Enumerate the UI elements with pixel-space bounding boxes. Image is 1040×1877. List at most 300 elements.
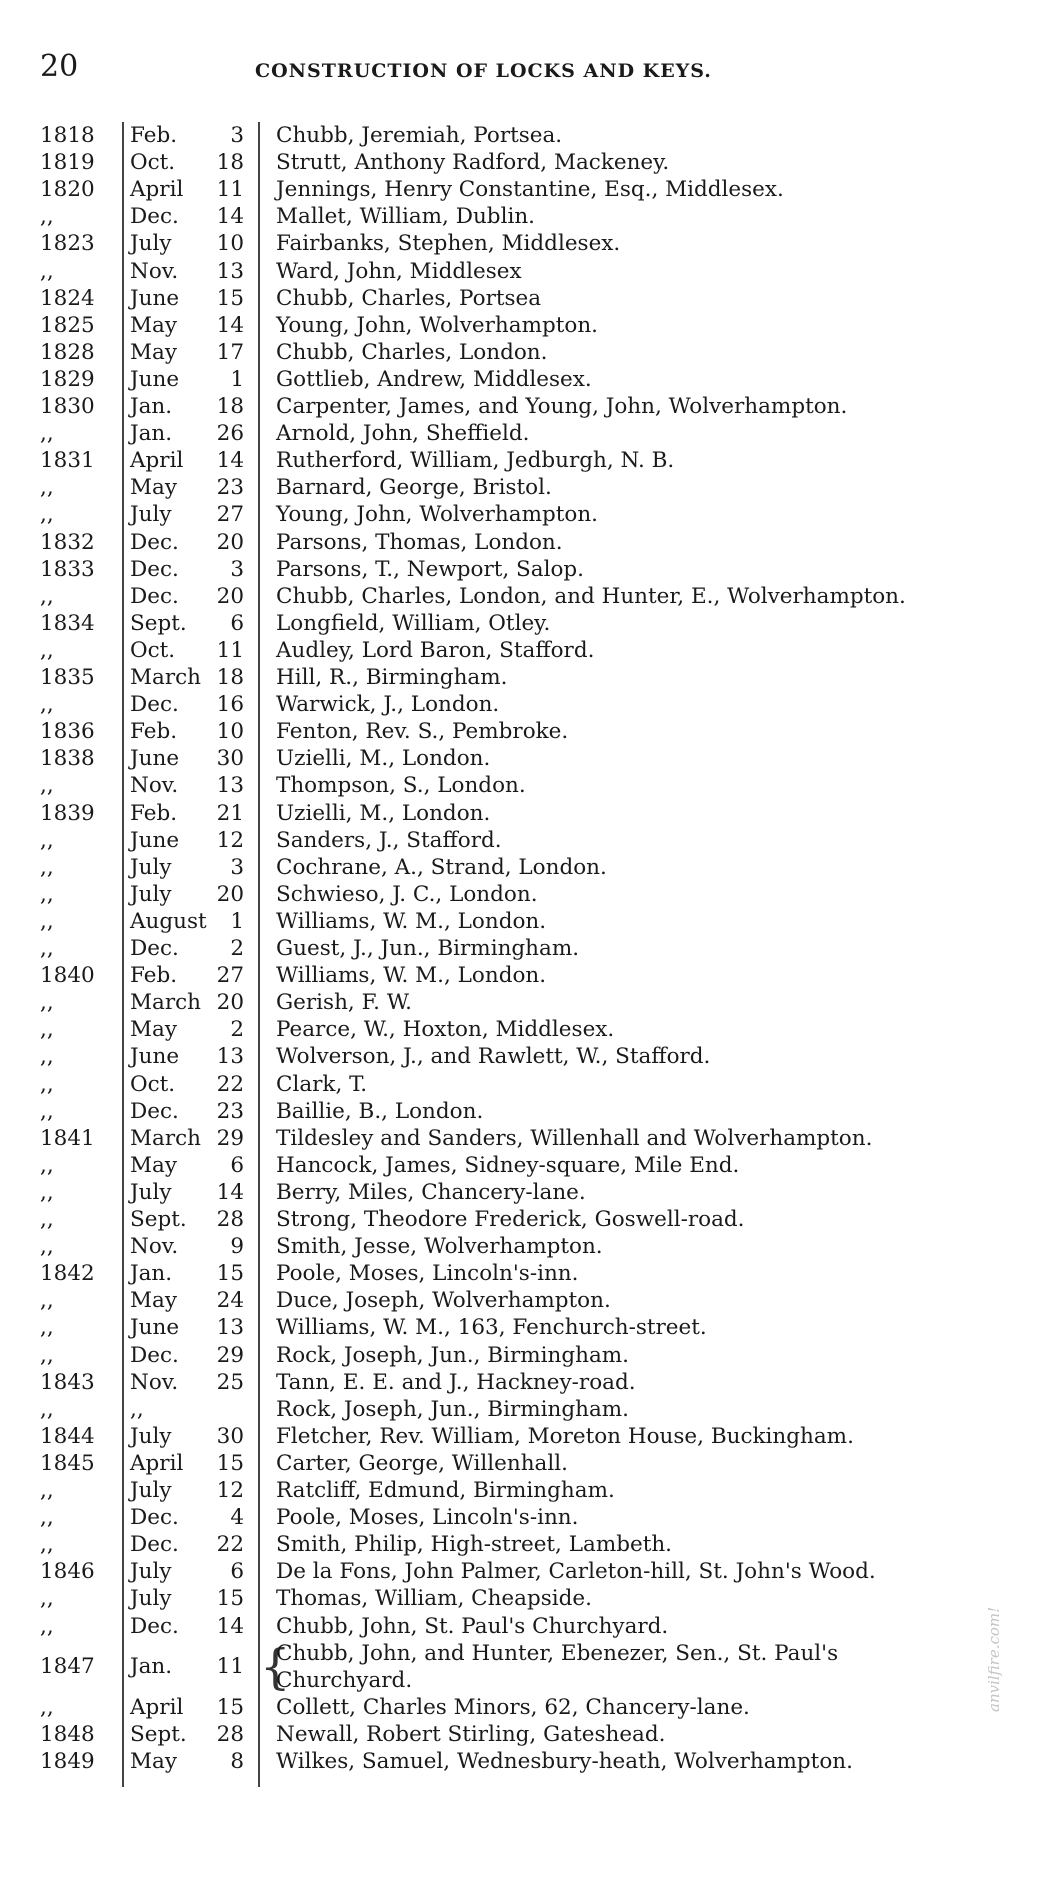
month-cell: April	[130, 177, 184, 203]
day-cell: 20	[216, 990, 244, 1016]
day-cell: 14	[216, 1613, 244, 1639]
month-cell: Sept.	[130, 1721, 187, 1747]
entry-cell: Arnold, John, Sheffield.	[276, 421, 530, 447]
month-cell: Nov.	[130, 1234, 179, 1260]
day-cell: 29	[216, 1342, 244, 1368]
entry-cell: Fairbanks, Stephen, Middlesex.	[276, 231, 621, 257]
year-cell: 1830	[40, 394, 95, 419]
month-cell: April	[130, 1694, 184, 1720]
day-cell: 13	[216, 1044, 244, 1070]
table-row	[0, 1233, 1040, 1260]
entry-cell: Gottlieb, Andrew, Middlesex.	[276, 366, 592, 392]
year-cell: ,,	[40, 881, 54, 907]
month-cell: July	[130, 231, 172, 257]
year-cell: ,,	[40, 475, 54, 501]
year-cell: 1838	[40, 746, 95, 772]
day-cell: 15	[216, 285, 244, 311]
year-cell: ,,	[40, 990, 54, 1016]
entry-cell: Strutt, Anthony Radford, Mackeney.	[276, 150, 670, 176]
day-cell: 26	[216, 421, 244, 447]
year-cell: 1840	[40, 963, 95, 989]
table-row	[0, 393, 1040, 420]
month-cell: July	[130, 1478, 172, 1503]
table-row	[0, 474, 1040, 501]
table-row	[0, 176, 1040, 203]
entry-cell: Strong, Theodore Frederick, Goswell-road.	[276, 1207, 745, 1232]
month-cell: Sept.	[130, 1207, 187, 1232]
table-row	[0, 1423, 1040, 1450]
table-row	[0, 339, 1040, 366]
year-cell: ,,	[40, 908, 54, 934]
month-cell: Dec.	[130, 556, 179, 582]
entry-cell: Barnard, George, Bristol.	[276, 475, 552, 501]
table-row	[0, 230, 1040, 257]
page-number: 20	[40, 49, 79, 84]
year-cell: 1818	[40, 123, 95, 148]
entry-cell: Ratcliff, Edmund, Birmingham.	[276, 1478, 615, 1503]
month-cell: Feb.	[130, 123, 178, 148]
entry-cell: Mallet, William, Dublin.	[276, 204, 535, 230]
watermark: anvilfire.com!	[985, 1606, 1003, 1712]
entry-cell: Audley, Lord Baron, Stafford.	[276, 637, 595, 663]
month-cell: June	[130, 746, 180, 772]
year-cell: ,,	[40, 637, 54, 663]
running-head: CONSTRUCTION OF LOCKS AND KEYS.	[255, 60, 712, 82]
table-row	[0, 1179, 1040, 1206]
year-cell: 1823	[40, 231, 95, 257]
entry-cell: Young, John, Wolverhampton.	[276, 312, 599, 338]
month-cell: June	[130, 285, 180, 311]
entry-cell: Thompson, S., London.	[276, 773, 526, 799]
table-row	[0, 1206, 1040, 1233]
month-cell: May	[130, 339, 177, 365]
month-cell: Feb.	[130, 800, 178, 826]
year-cell: ,,	[40, 854, 54, 880]
year-cell: 1841	[40, 1125, 95, 1151]
table-row	[0, 1613, 1040, 1640]
month-cell: June	[130, 827, 180, 853]
year-cell: 1836	[40, 719, 95, 745]
table-row	[0, 1640, 1040, 1694]
year-cell: ,,	[40, 1532, 54, 1558]
year-cell: ,,	[40, 1234, 54, 1260]
day-cell: 13	[216, 258, 244, 284]
entry-cell: Carter, George, Willenhall.	[276, 1450, 568, 1476]
month-cell: Dec.	[130, 1342, 179, 1368]
month-cell: Jan.	[130, 1261, 173, 1287]
month-cell: July	[130, 502, 172, 528]
table-row	[0, 1558, 1040, 1585]
year-cell: 1848	[40, 1721, 95, 1747]
month-cell: Dec.	[130, 1505, 179, 1531]
table-row	[0, 583, 1040, 610]
entry-cell: Tann, E. E. and J., Hackney-road.	[276, 1369, 636, 1395]
day-cell: 29	[216, 1125, 244, 1151]
year-cell: ,,	[40, 1586, 54, 1612]
table-row	[0, 1694, 1040, 1721]
table-row	[0, 718, 1040, 745]
day-cell: 22	[216, 1532, 244, 1558]
entry-cell: Carpenter, James, and Young, John, Wolverhampton.	[276, 394, 848, 419]
entry-cell: Chubb, John, St. Paul's Churchyard.	[276, 1613, 669, 1639]
table-row	[0, 501, 1040, 528]
table-row	[0, 854, 1040, 881]
day-cell: 11	[216, 1653, 244, 1679]
entry-cell: Chubb, Charles, London.	[276, 339, 548, 365]
month-cell: July	[130, 854, 172, 880]
year-cell: ,,	[40, 773, 54, 799]
year-cell: 1846	[40, 1559, 95, 1585]
day-cell: 4	[230, 1505, 244, 1531]
day-cell: 9	[230, 1234, 244, 1260]
day-cell: 1	[230, 366, 244, 392]
year-cell: ,,	[40, 692, 54, 718]
day-cell: 28	[216, 1721, 244, 1747]
month-cell: Dec.	[130, 692, 179, 718]
day-cell: 20	[216, 881, 244, 907]
day-cell: 23	[216, 1098, 244, 1124]
month-cell: Dec.	[130, 1532, 179, 1558]
entry-cell: Uzielli, M., London.	[276, 800, 491, 826]
year-cell: 1832	[40, 529, 95, 555]
day-cell: 6	[230, 610, 244, 636]
table-row	[0, 1369, 1040, 1396]
entry-cell: Young, John, Wolverhampton.	[276, 502, 599, 528]
entry-cell: Clark, T.	[276, 1071, 368, 1097]
month-cell: April	[130, 1450, 184, 1476]
day-cell: 27	[216, 502, 244, 528]
table-row	[0, 908, 1040, 935]
month-cell: May	[130, 1152, 177, 1178]
day-cell: 14	[216, 312, 244, 338]
day-cell: 21	[216, 800, 244, 826]
entry-cell: Baillie, B., London.	[276, 1098, 484, 1124]
day-cell: 27	[216, 963, 244, 989]
year-cell: ,,	[40, 258, 54, 284]
year-cell: ,,	[40, 1152, 54, 1178]
day-cell: 18	[216, 665, 244, 690]
entry-cell: De la Fons, John Palmer, Carleton-hill, St. John's Wood.	[276, 1559, 876, 1585]
entry-cell: Thomas, William, Cheapside.	[276, 1586, 592, 1612]
month-cell: May	[130, 1749, 177, 1774]
month-cell: Oct.	[130, 150, 176, 176]
year-cell: 1828	[40, 339, 95, 365]
month-cell: Oct.	[130, 1071, 176, 1097]
year-cell: ,,	[40, 936, 54, 961]
day-cell: 6	[230, 1152, 244, 1178]
year-cell: ,,	[40, 204, 54, 230]
year-cell: 1847	[40, 1653, 95, 1679]
table-row	[0, 1260, 1040, 1287]
year-cell: ,,	[40, 1505, 54, 1531]
month-cell: April	[130, 448, 184, 474]
month-cell: July	[130, 1586, 172, 1612]
month-cell: Dec.	[130, 529, 179, 555]
month-cell: Feb.	[130, 963, 178, 989]
month-cell: June	[130, 1044, 180, 1070]
year-cell: 1842	[40, 1261, 95, 1287]
entry-cell: Cochrane, A., Strand, London.	[276, 854, 607, 880]
year-cell: ,,	[40, 1342, 54, 1368]
entry-cell: Pearce, W., Hoxton, Middlesex.	[276, 1017, 615, 1043]
month-cell: Dec.	[130, 1098, 179, 1124]
year-cell: ,,	[40, 1613, 54, 1639]
entry-cell: Uzielli, M., London.	[276, 746, 491, 772]
year-cell: ,,	[40, 827, 54, 853]
table-row	[0, 664, 1040, 691]
entry-cell: Williams, W. M., London.	[276, 908, 547, 934]
entry-cell: Guest, J., Jun., Birmingham.	[276, 936, 580, 961]
day-cell: 14	[216, 204, 244, 230]
day-cell: 10	[216, 719, 244, 745]
entry-cell: Rock, Joseph, Jun., Birmingham.	[276, 1396, 629, 1422]
month-cell: Nov.	[130, 773, 179, 799]
day-cell: 12	[216, 827, 244, 853]
entry-cell: Chubb, Charles, London, and Hunter, E., Wolverhampton.	[276, 583, 906, 609]
month-cell: Sept.	[130, 610, 187, 636]
entry-cell: Newall, Robert Stirling, Gateshead.	[276, 1721, 666, 1747]
year-cell: 1831	[40, 448, 95, 474]
entry-cell: Wilkes, Samuel, Wednesbury-heath, Wolverhampton.	[276, 1749, 853, 1774]
day-cell: 10	[216, 231, 244, 257]
day-cell: 3	[230, 854, 244, 880]
table-row	[0, 745, 1040, 772]
day-cell: 30	[216, 746, 244, 772]
table-row	[0, 1585, 1040, 1612]
day-cell: 23	[216, 475, 244, 501]
table-row	[0, 881, 1040, 908]
day-cell: 30	[216, 1423, 244, 1449]
entry-cell: Chubb, Jeremiah, Portsea.	[276, 123, 563, 148]
day-cell: 2	[230, 1017, 244, 1043]
day-cell: 11	[216, 177, 244, 203]
month-cell: Jan.	[130, 421, 173, 447]
month-cell: July	[130, 1179, 172, 1205]
table-row	[0, 1287, 1040, 1314]
entry-cell: Hill, R., Birmingham.	[276, 665, 508, 690]
day-cell: 18	[216, 150, 244, 176]
month-cell: March	[130, 1125, 201, 1151]
month-cell: July	[130, 1423, 172, 1449]
entry-cell: Fenton, Rev. S., Pembroke.	[276, 719, 569, 745]
month-cell: Oct.	[130, 637, 176, 663]
entry-cell: Berry, Miles, Chancery-lane.	[276, 1179, 586, 1205]
table-row	[0, 827, 1040, 854]
day-cell: 18	[216, 394, 244, 419]
year-cell: ,,	[40, 1071, 54, 1097]
table-row	[0, 1125, 1040, 1152]
year-cell: 1834	[40, 610, 95, 636]
entry-cell: Tildesley and Sanders, Willenhall and Wolverhampton.	[276, 1125, 873, 1151]
entry-cell: Poole, Moses, Lincoln's-inn.	[276, 1505, 579, 1531]
entry-cell: Sanders, J., Stafford.	[276, 827, 502, 853]
entry-cell: Hancock, James, Sidney-square, Mile End.	[276, 1152, 740, 1178]
day-cell: 14	[216, 448, 244, 474]
year-cell: 1833	[40, 556, 95, 582]
year-cell: ,,	[40, 1288, 54, 1314]
year-cell: ,,	[40, 1179, 54, 1205]
entry-cell: Gerish, F. W.	[276, 990, 413, 1016]
year-cell: 1843	[40, 1369, 95, 1395]
table-row	[0, 1477, 1040, 1504]
month-cell: July	[130, 881, 172, 907]
year-cell: 1825	[40, 312, 95, 338]
table-row	[0, 1721, 1040, 1748]
day-cell: 22	[216, 1071, 244, 1097]
entry-cell: Smith, Philip, High-street, Lambeth.	[276, 1532, 673, 1558]
entry-cell: Longfield, William, Otley.	[276, 610, 551, 636]
day-cell: 3	[230, 123, 244, 148]
entry-cell: Duce, Joseph, Wolverhampton.	[276, 1288, 611, 1314]
month-cell: July	[130, 1559, 172, 1585]
month-cell: June	[130, 1315, 180, 1341]
table-row	[0, 285, 1040, 312]
year-cell: ,,	[40, 1207, 54, 1232]
table-row	[0, 366, 1040, 393]
month-cell: March	[130, 990, 201, 1016]
entry-cell: Smith, Jesse, Wolverhampton.	[276, 1234, 603, 1260]
brace-icon: {	[260, 1638, 291, 1695]
month-cell: Dec.	[130, 583, 179, 609]
table-row	[0, 1504, 1040, 1531]
month-cell: March	[130, 665, 201, 690]
table-row	[0, 203, 1040, 230]
year-cell: 1819	[40, 150, 95, 176]
table-row	[0, 637, 1040, 664]
day-cell: 2	[230, 936, 244, 961]
entry-cell: Warwick, J., London.	[276, 692, 500, 718]
year-cell: ,,	[40, 1478, 54, 1503]
entry-cell: Ward, John, Middlesex	[276, 258, 522, 284]
year-cell: 1824	[40, 285, 95, 311]
day-cell: 25	[216, 1369, 244, 1395]
year-cell: ,,	[40, 1044, 54, 1070]
day-cell: 16	[216, 692, 244, 718]
day-cell: 28	[216, 1207, 244, 1232]
month-cell: Jan.	[130, 394, 173, 419]
year-cell: 1839	[40, 800, 95, 826]
month-cell: Dec.	[130, 204, 179, 230]
year-cell: 1820	[40, 177, 95, 203]
year-cell: ,,	[40, 1017, 54, 1043]
table-row	[0, 1071, 1040, 1098]
day-cell: 20	[216, 583, 244, 609]
entry-cell: Wolverson, J., and Rawlett, W., Stafford.	[276, 1044, 711, 1070]
day-cell: 24	[216, 1288, 244, 1314]
entry-cell: Schwieso, J. C., London.	[276, 881, 538, 907]
year-cell: 1845	[40, 1450, 95, 1476]
table-row	[0, 258, 1040, 285]
month-cell: May	[130, 475, 177, 501]
entry-cell: Rutherford, William, Jedburgh, N. B.	[276, 448, 675, 474]
year-cell: 1835	[40, 665, 95, 690]
day-cell: 14	[216, 1179, 244, 1205]
entry-cell: Collett, Charles Minors, 62, Chancery-lane.	[276, 1694, 750, 1720]
month-cell: August	[130, 908, 207, 934]
entry-cell: Poole, Moses, Lincoln's-inn.	[276, 1261, 579, 1287]
table-row	[0, 1342, 1040, 1369]
table-row	[0, 447, 1040, 474]
day-cell: 13	[216, 773, 244, 799]
day-cell: 15	[216, 1450, 244, 1476]
entry-cell: Parsons, T., Newport, Salop.	[276, 556, 585, 582]
day-cell: 12	[216, 1478, 244, 1503]
month-cell: Dec.	[130, 936, 179, 961]
day-cell: 15	[216, 1586, 244, 1612]
entry-cell: Chubb, John, and Hunter, Ebenezer, Sen., St. Paul's Churchyard.	[276, 1640, 839, 1693]
table-row	[0, 122, 1040, 149]
entry-cell: Jennings, Henry Constantine, Esq., Middlesex.	[276, 177, 784, 203]
month-cell: May	[130, 312, 177, 338]
entry-cell: Fletcher, Rev. William, Moreton House, Buckingham.	[276, 1423, 854, 1449]
year-cell: ,,	[40, 1694, 54, 1720]
month-cell: May	[130, 1288, 177, 1314]
table-row	[0, 312, 1040, 339]
table-row	[0, 529, 1040, 556]
entry-cell: Williams, W. M., London.	[276, 963, 547, 989]
day-cell: 1	[230, 908, 244, 934]
day-cell: 20	[216, 529, 244, 555]
month-cell: Jan.	[130, 1653, 173, 1679]
year-cell: ,,	[40, 1315, 54, 1341]
entry-cell: Parsons, Thomas, London.	[276, 529, 563, 555]
table-row	[0, 691, 1040, 718]
month-cell: Dec.	[130, 1613, 179, 1639]
table-row	[0, 556, 1040, 583]
month-cell: Nov.	[130, 258, 179, 284]
entry-cell: Chubb, Charles, Portsea	[276, 285, 542, 311]
table-row	[0, 800, 1040, 827]
day-cell: 3	[230, 556, 244, 582]
table-row	[0, 962, 1040, 989]
table-row	[0, 989, 1040, 1016]
month-cell: Feb.	[130, 719, 178, 745]
day-cell: 13	[216, 1315, 244, 1341]
table-row	[0, 610, 1040, 637]
month-cell: May	[130, 1017, 177, 1043]
table-row	[0, 1531, 1040, 1558]
year-cell: ,,	[40, 1396, 54, 1422]
month-cell: Nov.	[130, 1369, 179, 1395]
table-row	[0, 1016, 1040, 1043]
entry-cell: Rock, Joseph, Jun., Birmingham.	[276, 1342, 629, 1368]
table-row	[0, 1152, 1040, 1179]
year-cell: 1849	[40, 1749, 95, 1774]
entry-cell: Williams, W. M., 163, Fenchurch-street.	[276, 1315, 707, 1341]
table-row	[0, 1748, 1040, 1775]
month-cell: June	[130, 366, 180, 392]
table-row	[0, 1396, 1040, 1423]
table-row	[0, 1098, 1040, 1125]
month-cell: ,,	[130, 1396, 144, 1422]
table-row	[0, 935, 1040, 962]
day-cell: 8	[230, 1749, 244, 1774]
table-row	[0, 420, 1040, 447]
day-cell: 15	[216, 1261, 244, 1287]
table-row	[0, 1450, 1040, 1477]
year-cell: ,,	[40, 1098, 54, 1124]
table-row	[0, 772, 1040, 799]
year-cell: 1844	[40, 1423, 95, 1449]
year-cell: ,,	[40, 583, 54, 609]
day-cell: 6	[230, 1559, 244, 1585]
day-cell: 15	[216, 1694, 244, 1720]
year-cell: 1829	[40, 366, 95, 392]
year-cell: ,,	[40, 421, 54, 447]
day-cell: 17	[216, 339, 244, 365]
day-cell: 11	[216, 637, 244, 663]
year-cell: ,,	[40, 502, 54, 528]
